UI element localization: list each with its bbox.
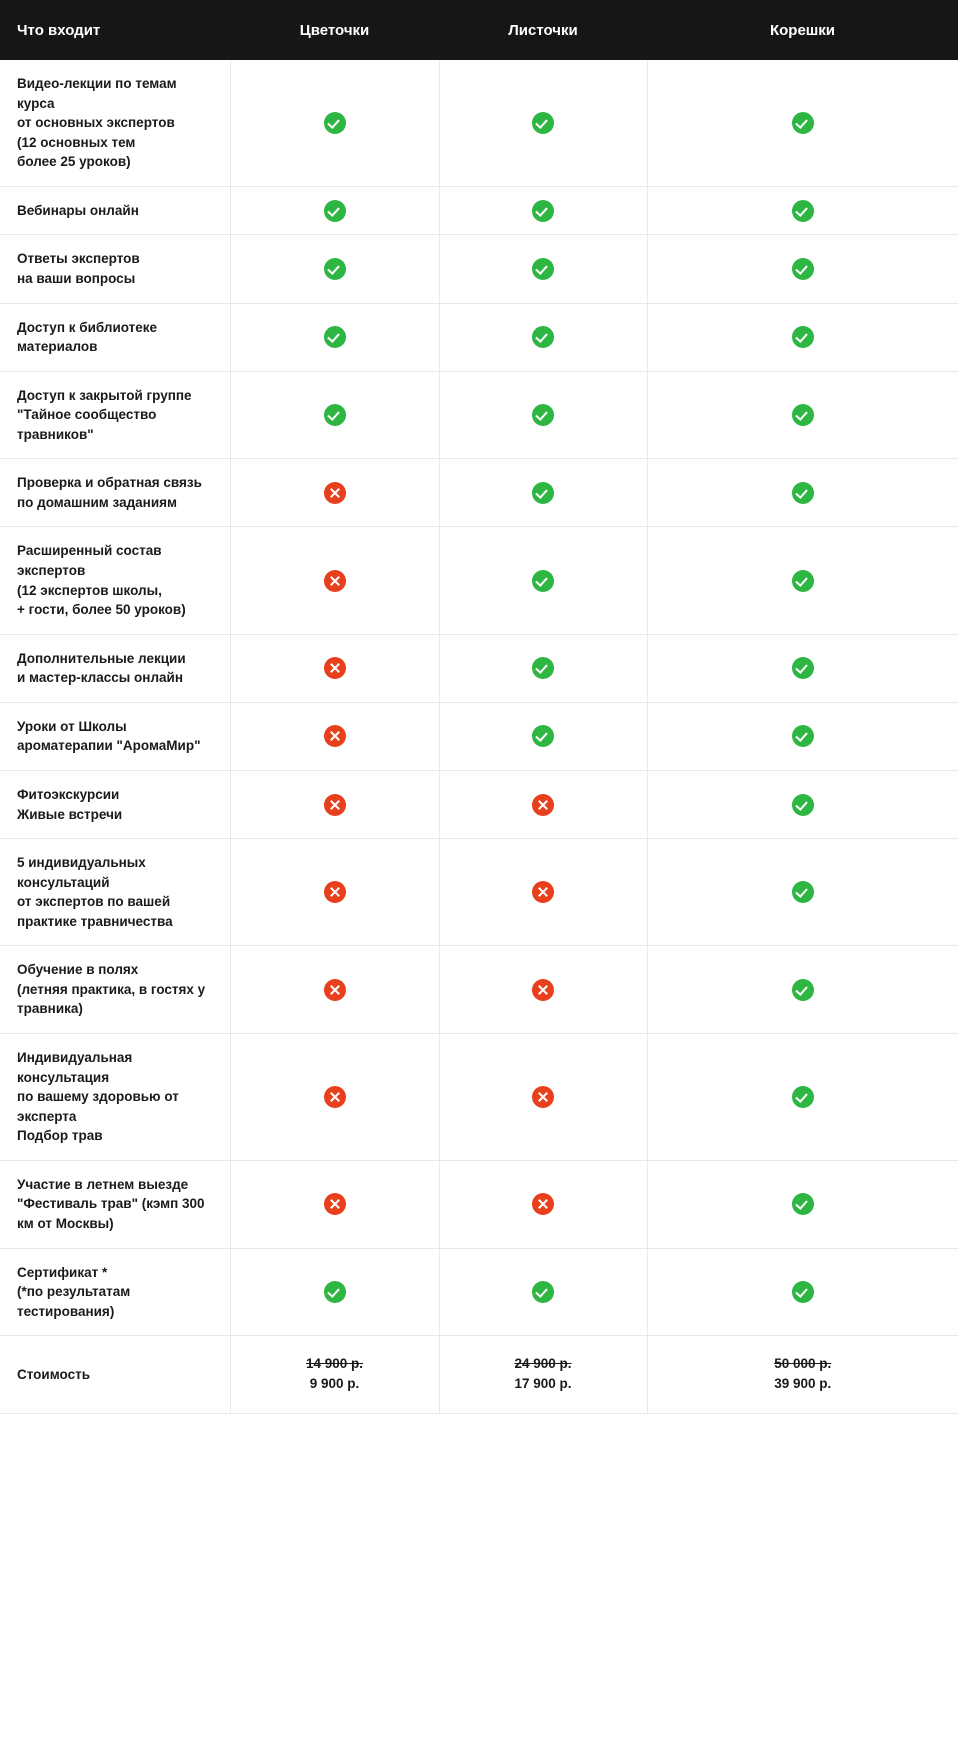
- plan-1-cell: [230, 1160, 439, 1248]
- table-row: [0, 1160, 958, 1248]
- check-icon: [792, 570, 814, 592]
- check-icon: [324, 1281, 346, 1303]
- plan-2-cell: [439, 1248, 647, 1336]
- check-icon: [792, 326, 814, 348]
- check-icon: [532, 112, 554, 134]
- feature-label: Дополнительные лекции и мастер-классы онлайн: [0, 634, 230, 702]
- feature-label: Доступ к библиотеке материалов: [0, 303, 230, 371]
- feature-label: Сертификат * (*по результатам тестирования): [0, 1248, 230, 1336]
- plan-3-cell: [647, 1248, 958, 1336]
- table-body: [0, 60, 958, 1413]
- table-row: [0, 371, 958, 459]
- feature-label: Индивидуальная консультация по вашему здоровью от эксперта Подбор трав: [0, 1034, 230, 1161]
- plan-2-cell: [439, 839, 647, 946]
- plan-2-cell: [439, 527, 647, 634]
- check-icon: [792, 112, 814, 134]
- feature-label: Вебинары онлайн: [0, 186, 230, 235]
- cross-icon: [532, 794, 554, 816]
- check-icon: [792, 482, 814, 504]
- plan-3-cell: [647, 1160, 958, 1248]
- table-row: [0, 1248, 958, 1336]
- table-row: [0, 235, 958, 303]
- plan-2-cell: [439, 946, 647, 1034]
- plan-1-cell: [230, 1248, 439, 1336]
- check-icon: [792, 1086, 814, 1108]
- check-icon: [532, 657, 554, 679]
- feature-label: Проверка и обратная связь по домашним заданиям: [0, 459, 230, 527]
- check-icon: [532, 326, 554, 348]
- cost-label: Стоимость: [0, 1336, 230, 1414]
- table-row: [0, 634, 958, 702]
- check-icon: [324, 112, 346, 134]
- plan-2-cell: [439, 371, 647, 459]
- plan-3-cell: [647, 702, 958, 770]
- cross-icon: [324, 657, 346, 679]
- check-icon: [792, 1193, 814, 1215]
- feature-label: Обучение в полях (летняя практика, в гостях у травника): [0, 946, 230, 1034]
- cross-icon: [324, 725, 346, 747]
- check-icon: [324, 326, 346, 348]
- table-row: [0, 1034, 958, 1161]
- plan-3-cell: [647, 186, 958, 235]
- price-old: 24 900 р.: [514, 1356, 572, 1372]
- plan-1-cell: [230, 946, 439, 1034]
- price-new: 17 900 р.: [514, 1376, 572, 1392]
- plan-1-cell: [230, 235, 439, 303]
- check-icon: [324, 258, 346, 280]
- check-icon: [532, 1281, 554, 1303]
- header-plan-2: Листочки: [439, 0, 647, 60]
- table-row: [0, 186, 958, 235]
- check-icon: [532, 200, 554, 222]
- table-row: [0, 459, 958, 527]
- plan-2-cell: [439, 459, 647, 527]
- plan-3-cell: [647, 371, 958, 459]
- feature-label: Расширенный состав экспертов (12 экспертов школы, + гости, более 50 уроков): [0, 527, 230, 634]
- plan-2-cell: [439, 634, 647, 702]
- plan-1-price: [230, 1336, 439, 1414]
- cross-icon: [532, 1086, 554, 1108]
- plan-3-cell: [647, 235, 958, 303]
- cross-icon: [324, 979, 346, 1001]
- price-new: 39 900 р.: [774, 1376, 832, 1392]
- plan-1-cell: [230, 60, 439, 186]
- cross-icon: [532, 1193, 554, 1215]
- check-icon: [532, 725, 554, 747]
- feature-label: Фитоэкскурсии Живые встречи: [0, 770, 230, 838]
- check-icon: [792, 404, 814, 426]
- header-feature-column: Что входит: [0, 0, 230, 60]
- cost-row: [0, 1336, 958, 1414]
- table-row: [0, 527, 958, 634]
- plan-2-cell: [439, 1160, 647, 1248]
- plan-2-price: [439, 1336, 647, 1414]
- feature-label: Видео-лекции по темам курса от основных экспертов (12 основных тем более 25 уроков): [0, 60, 230, 186]
- plan-3-cell: [647, 839, 958, 946]
- plan-3-cell: [647, 634, 958, 702]
- header-plan-3: Корешки: [647, 0, 958, 60]
- check-icon: [792, 1281, 814, 1303]
- price-old: 14 900 р.: [305, 1356, 364, 1372]
- check-icon: [792, 725, 814, 747]
- plan-2-cell: [439, 303, 647, 371]
- check-icon: [792, 794, 814, 816]
- check-icon: [532, 404, 554, 426]
- check-icon: [532, 482, 554, 504]
- plan-2-cell: [439, 1034, 647, 1161]
- plan-3-cell: [647, 303, 958, 371]
- table-row: [0, 770, 958, 838]
- plan-1-cell: [230, 770, 439, 838]
- check-icon: [324, 200, 346, 222]
- table-row: [0, 839, 958, 946]
- plan-3-price: [647, 1336, 958, 1414]
- table-row: [0, 702, 958, 770]
- plan-3-cell: [647, 527, 958, 634]
- plan-3-cell: [647, 459, 958, 527]
- cross-icon: [324, 1193, 346, 1215]
- check-icon: [324, 404, 346, 426]
- check-icon: [532, 258, 554, 280]
- cross-icon: [324, 881, 346, 903]
- cross-icon: [532, 979, 554, 1001]
- check-icon: [792, 258, 814, 280]
- feature-label: Уроки от Школы ароматерапии "АромаМир": [0, 702, 230, 770]
- check-icon: [792, 979, 814, 1001]
- plan-1-cell: [230, 634, 439, 702]
- plan-3-cell: [647, 770, 958, 838]
- plan-3-cell: [647, 1034, 958, 1161]
- header-row: [0, 0, 958, 60]
- plan-1-cell: [230, 303, 439, 371]
- plan-1-cell: [230, 371, 439, 459]
- plan-1-cell: [230, 1034, 439, 1161]
- price-new: 9 900 р.: [309, 1376, 360, 1392]
- feature-label: Ответы экспертов на ваши вопросы: [0, 235, 230, 303]
- cross-icon: [532, 881, 554, 903]
- cross-icon: [324, 1086, 346, 1108]
- table-row: [0, 303, 958, 371]
- header-plan-1: Цветочки: [230, 0, 439, 60]
- cross-icon: [324, 570, 346, 592]
- table-row: [0, 60, 958, 186]
- plan-1-cell: [230, 527, 439, 634]
- plan-2-cell: [439, 235, 647, 303]
- check-icon: [792, 657, 814, 679]
- plan-2-cell: [439, 60, 647, 186]
- plan-3-cell: [647, 946, 958, 1034]
- cross-icon: [324, 794, 346, 816]
- check-icon: [792, 881, 814, 903]
- plan-1-cell: [230, 459, 439, 527]
- check-icon: [532, 570, 554, 592]
- plan-2-cell: [439, 770, 647, 838]
- feature-label: 5 индивидуальных консультаций от экспертов по вашей практике травничества: [0, 839, 230, 946]
- plan-2-cell: [439, 186, 647, 235]
- plan-2-cell: [439, 702, 647, 770]
- plan-3-cell: [647, 60, 958, 186]
- price-old: 50 000 р.: [774, 1356, 832, 1372]
- plan-1-cell: [230, 702, 439, 770]
- feature-label: Участие в летнем выезде "Фестиваль трав" (кэмп 300 км от Москвы): [0, 1160, 230, 1248]
- feature-label: Доступ к закрытой группе "Тайное сообщество травников": [0, 371, 230, 459]
- table-header: [0, 0, 958, 60]
- check-icon: [792, 200, 814, 222]
- cross-icon: [324, 482, 346, 504]
- plan-1-cell: [230, 839, 439, 946]
- plan-1-cell: [230, 186, 439, 235]
- table-row: [0, 946, 958, 1034]
